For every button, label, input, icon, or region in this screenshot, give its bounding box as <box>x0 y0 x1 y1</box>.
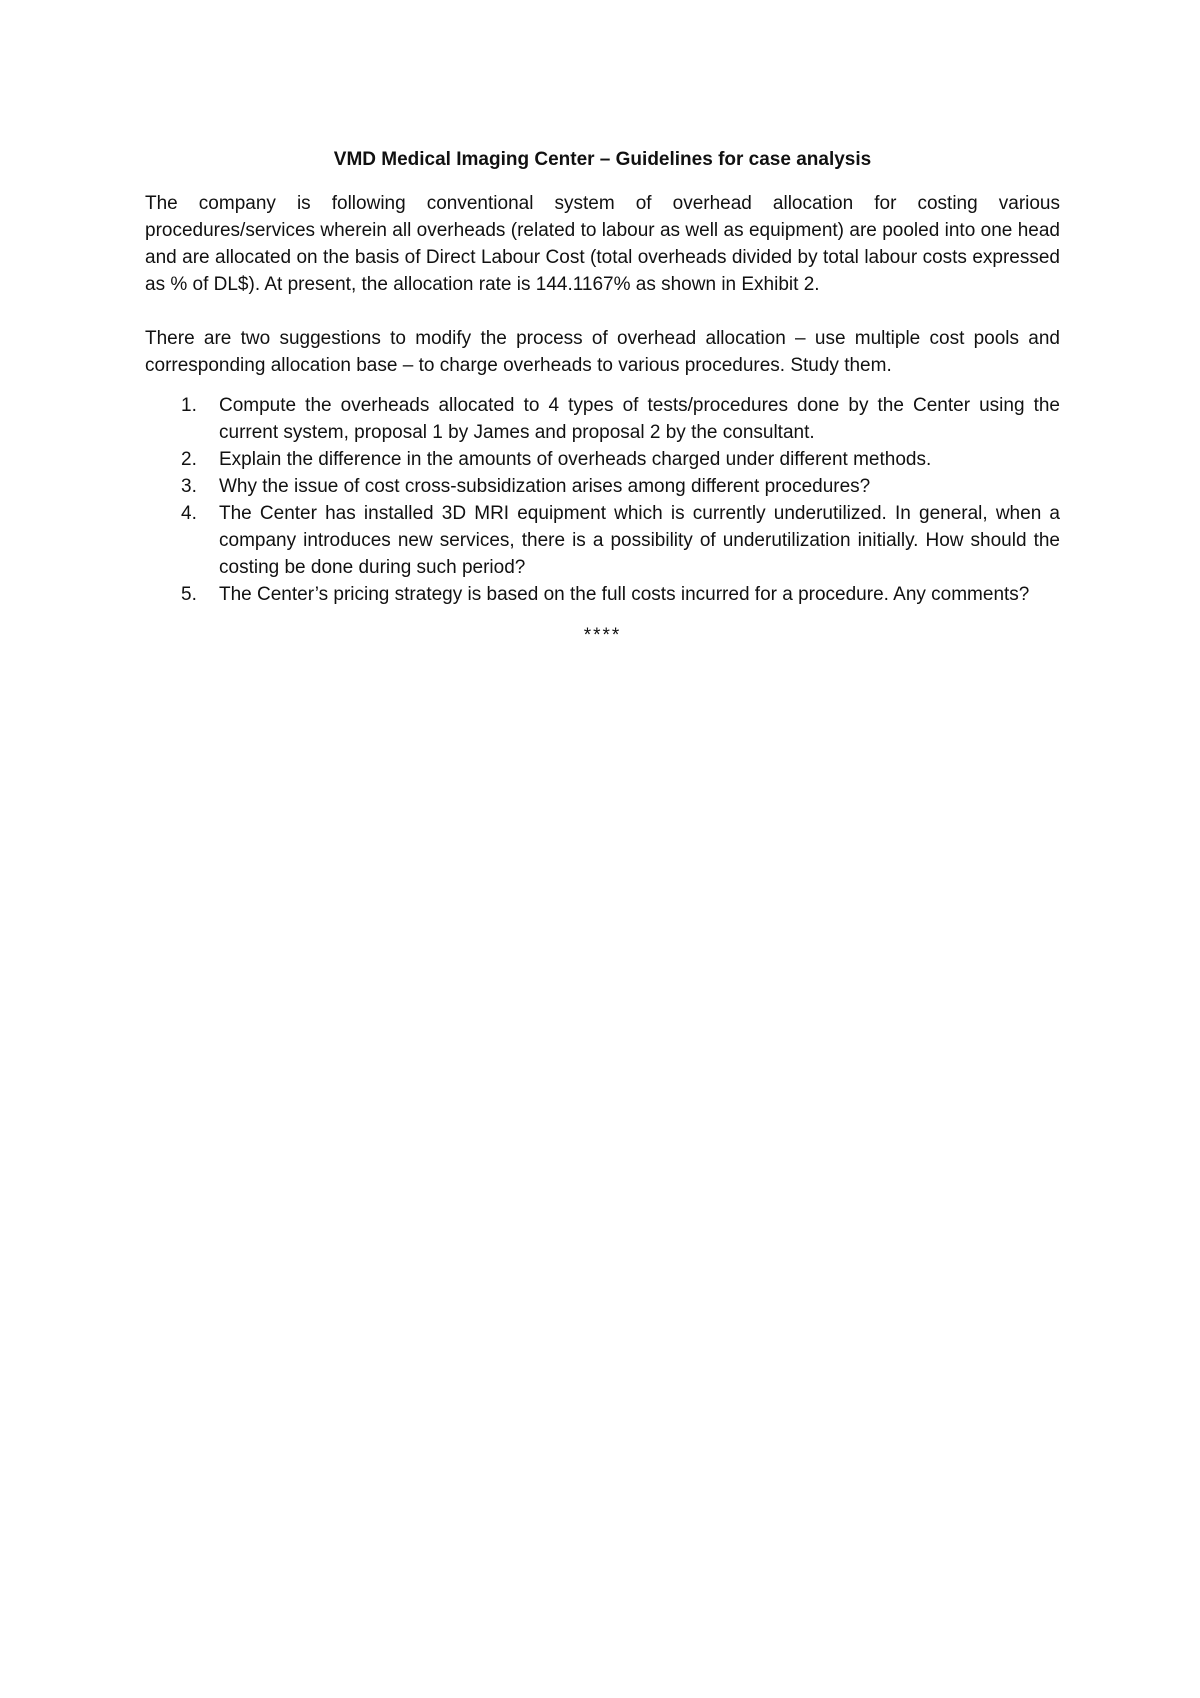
question-number: 5. <box>181 584 197 605</box>
question-text: The Center’s pricing strategy is based on the full costs incurred for a procedure. Any comments? <box>219 584 1030 605</box>
question-text: Explain the difference in the amounts of overheads charged under different methods. <box>219 449 932 470</box>
question-number: 4. <box>181 503 197 524</box>
question-number: 3. <box>181 476 197 497</box>
question-number: 2. <box>181 449 197 470</box>
question-item-2 <box>145 446 1060 473</box>
question-item-5 <box>145 581 1060 608</box>
question-number: 1. <box>181 395 197 416</box>
question-item-1 <box>145 392 1060 446</box>
question-text: Why the issue of cost cross-subsidization arises among different procedures? <box>219 476 871 497</box>
suggestions-paragraph: There are two suggestions to modify the process of overhead allocation – use multiple cost pools and corresponding allocation base – to charge overheads to various procedures. Study them. <box>145 328 1060 376</box>
document-body <box>145 146 1060 649</box>
intro-paragraph: The company is following conventional system of overhead allocation for costing various procedures/services wherein all overheads (related to labour as well as equipment) are pooled into one head and are allocated on the basis of Direct Labour Cost (total overheads divided by total labour costs expressed as % of DL$). At present, the allocation rate is 144.1167% as shown in Exhibit 2. <box>145 193 1060 295</box>
question-text: The Center has installed 3D MRI equipment which is currently underutilized. In general, when a company introduces new services, there is a possibility of underutilization initially. How should the costing be done during such period? <box>219 503 1060 578</box>
question-item-3 <box>145 473 1060 500</box>
end-marker: **** <box>583 625 622 646</box>
document-title: VMD Medical Imaging Center – Guidelines for case analysis <box>333 149 872 170</box>
question-text: Compute the overheads allocated to 4 types of tests/procedures done by the Center using the current system, proposal 1 by James and proposal 2 by the consultant. <box>219 395 1060 443</box>
question-list <box>145 392 1060 608</box>
question-item-4 <box>145 500 1060 581</box>
